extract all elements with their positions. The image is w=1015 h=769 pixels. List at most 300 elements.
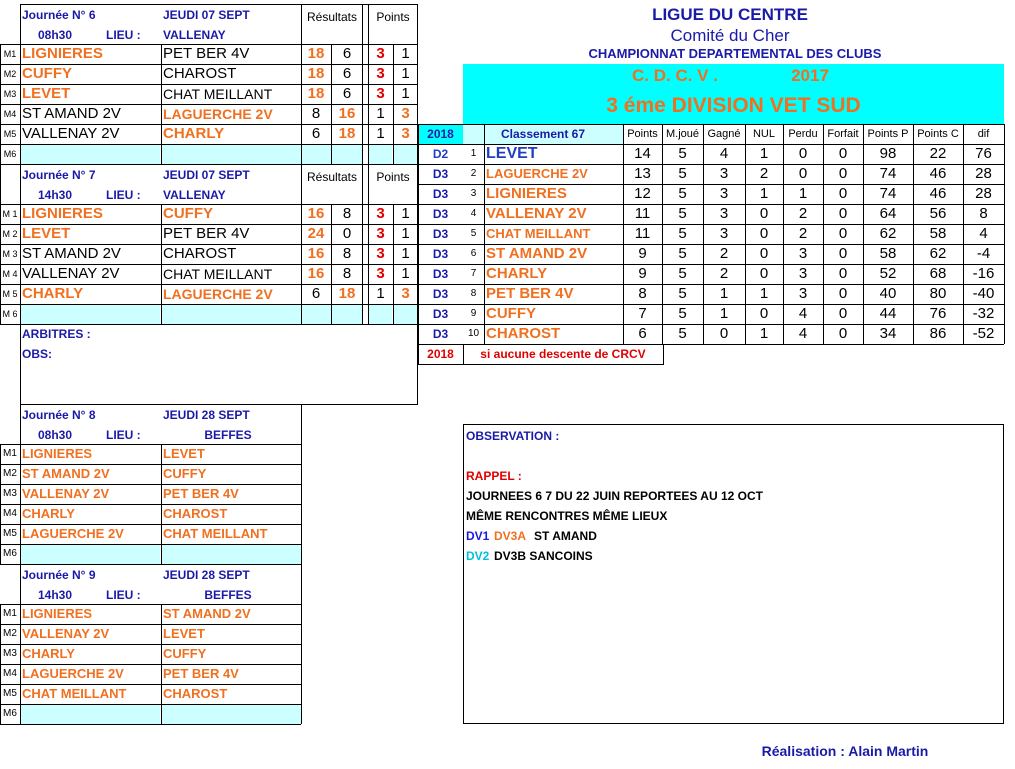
standing-value: 0 [759, 305, 769, 322]
home-team: LIGNIERES [22, 606, 93, 621]
grid-line [0, 544, 301, 545]
division-code: D3 [432, 287, 449, 301]
away-team: CHAT MEILLANT [163, 526, 268, 541]
grid-line [368, 4, 369, 164]
standing-value: 14 [634, 145, 651, 162]
away-points: 1 [401, 85, 410, 102]
match-number: M4 [3, 668, 17, 679]
standing-team: LIGNIERES [486, 185, 567, 202]
standing-value: 1 [759, 145, 769, 162]
home-points: 1 [376, 105, 385, 122]
standing-value: 0 [838, 145, 848, 162]
away-team: ST AMAND 2V [163, 606, 251, 621]
grid-line [823, 124, 824, 344]
standing-team: LEVET [486, 145, 538, 162]
standing-value: 3 [798, 245, 808, 262]
standing-value: 2 [798, 225, 808, 242]
year-label: 2017 [791, 66, 829, 85]
standing-value: 0 [838, 305, 848, 322]
match-number: M 3 [2, 249, 18, 259]
home-team: LIGNIERES [22, 205, 103, 222]
grid-line [393, 204, 394, 324]
home-team: LEVET [22, 225, 71, 242]
arbitres-label: ARBITRES : [22, 327, 91, 341]
standing-value: 22 [929, 145, 947, 162]
grid-line [463, 424, 1003, 425]
home-points: 3 [376, 225, 385, 242]
standing-value: 5 [678, 205, 687, 222]
rank: 4 [470, 208, 477, 219]
grid-line [703, 124, 704, 344]
standing-value: 7 [638, 305, 647, 322]
grid-line [161, 204, 162, 324]
rank: 10 [467, 328, 480, 339]
grid-line [301, 404, 302, 564]
standing-value: 4 [979, 225, 988, 242]
observation-line: JOURNEES 6 7 DU 22 JUIN REPORTEES AU 12 OCT [466, 489, 763, 503]
standing-value: 8 [638, 285, 647, 302]
division-code: D3 [432, 327, 449, 341]
grid-line [0, 444, 301, 445]
journee-title: Journée N° 8 [22, 408, 96, 422]
standing-value: 76 [975, 145, 992, 162]
standing-value: 28 [975, 165, 992, 182]
grid-line [0, 464, 301, 465]
grid-line [362, 4, 363, 164]
match-number: M2 [3, 468, 17, 479]
away-points: 1 [401, 65, 410, 82]
standing-value: 98 [879, 145, 897, 162]
standing-value: 0 [838, 185, 848, 202]
cdcv-label: C. D. C. V . [632, 66, 718, 85]
away-team: CHAT MEILLANT [163, 266, 273, 282]
classement-header: Points [627, 128, 658, 140]
match-number: M2 [3, 69, 17, 79]
match-number: M3 [3, 89, 17, 99]
grid-line [161, 444, 162, 564]
match-number: M3 [3, 648, 17, 659]
home-score: 6 [311, 125, 321, 142]
standing-value: 80 [929, 285, 947, 302]
grid-line [0, 724, 301, 725]
grid-line [0, 524, 301, 525]
grid-line [0, 224, 417, 225]
empty-away [161, 144, 301, 164]
standing-value: 5 [678, 145, 687, 162]
grid-line [0, 144, 417, 145]
grid-line [20, 44, 21, 164]
grid-line [0, 604, 1, 724]
match-number: M6 [3, 548, 17, 559]
grid-line [20, 4, 21, 44]
standing-value: 0 [838, 285, 848, 302]
away-team: CHAROST [163, 65, 237, 82]
grid-line [0, 44, 1, 325]
grid-line [20, 564, 301, 565]
classement-year: 2018 [418, 124, 463, 144]
standing-value: 3 [719, 205, 729, 222]
away-team: LAGUERCHE 2V [163, 106, 273, 122]
standing-team: CHARLY [486, 265, 548, 282]
standing-value: 74 [879, 165, 897, 182]
home-team: LIGNIERES [22, 45, 103, 62]
standing-value: 8 [979, 205, 988, 222]
match-number: M1 [3, 608, 17, 619]
points-header: Points [376, 170, 410, 184]
rank: 5 [470, 228, 477, 239]
grid-line [463, 344, 464, 364]
away-points: 1 [401, 225, 410, 242]
lieu-label: LIEU : [106, 188, 141, 202]
grid-line [0, 104, 417, 105]
grid-line [0, 124, 417, 125]
standing-value: 4 [798, 325, 808, 342]
match-number: M 5 [2, 289, 18, 299]
match-number: M2 [3, 628, 17, 639]
division-code: D3 [432, 167, 449, 181]
grid-line [331, 44, 332, 164]
standing-value: 0 [759, 245, 769, 262]
journee-title: Journée N° 6 [22, 8, 96, 22]
standing-value: 1 [759, 285, 769, 302]
standing-value: 68 [929, 265, 947, 282]
comite-title: Comité du Cher [670, 26, 790, 45]
standing-value: 0 [759, 265, 769, 282]
standing-value: 9 [638, 265, 647, 282]
home-score: 16 [307, 205, 325, 222]
grid-line [301, 164, 302, 324]
standing-value: 1 [719, 305, 729, 322]
standing-value: 13 [634, 165, 651, 182]
classement-header: dif [977, 128, 990, 140]
grid-line [0, 44, 417, 45]
grid-line [418, 364, 664, 365]
match-number: M 4 [2, 269, 18, 279]
empty-away [161, 544, 301, 564]
standing-value: -40 [972, 285, 995, 302]
grid-line [783, 124, 784, 344]
standing-value: 46 [929, 185, 947, 202]
standing-value: 52 [879, 265, 897, 282]
standing-value: 0 [798, 145, 808, 162]
lieu-label: LIEU : [106, 28, 141, 42]
grid-line [418, 124, 1004, 125]
journee-time: 08h30 [38, 28, 73, 42]
grid-line [0, 204, 417, 205]
away-score: 6 [342, 65, 352, 82]
division-code: D3 [432, 227, 449, 241]
home-team: LAGUERCHE 2V [22, 526, 124, 541]
away-team: LEVET [163, 446, 205, 461]
rank: 8 [470, 288, 477, 299]
standing-value: -32 [972, 305, 995, 322]
home-score: 24 [307, 225, 325, 242]
standing-value: 0 [838, 205, 848, 222]
grid-line [0, 604, 301, 605]
standing-value: 0 [719, 325, 729, 342]
home-score: 18 [307, 85, 325, 102]
standing-value: 76 [929, 305, 947, 322]
away-team: CHARLY [163, 125, 225, 142]
standing-value: 3 [719, 225, 729, 242]
away-points: 1 [401, 265, 410, 282]
standing-value: 0 [838, 325, 848, 342]
away-team: PET BER 4V [163, 225, 250, 242]
rank: 1 [470, 148, 477, 159]
away-team: CHAROST [163, 506, 228, 521]
standing-value: 2 [759, 165, 769, 182]
division-code: D3 [432, 187, 449, 201]
home-team: LAGUERCHE 2V [22, 666, 124, 681]
standing-value: 5 [678, 165, 687, 182]
home-score: 18 [307, 45, 325, 62]
away-score: 8 [342, 265, 352, 282]
journee-lieu: VALLENAY [163, 188, 226, 202]
standing-value: 3 [798, 285, 808, 302]
match-number: M3 [3, 488, 17, 499]
away-points: 3 [401, 105, 410, 122]
match-number: M6 [3, 149, 17, 159]
standing-value: 62 [879, 225, 897, 242]
standing-value: 86 [929, 325, 947, 342]
classement-header: Perdu [788, 128, 818, 140]
match-number: M4 [3, 508, 17, 519]
dv3b-label: DV3B SANCOINS [494, 549, 593, 563]
grid-line [20, 204, 21, 324]
grid-line [662, 124, 663, 344]
division-title: 3 éme DIVISION VET SUD [606, 94, 861, 117]
home-points: 3 [376, 65, 385, 82]
journee-time: 08h30 [38, 428, 73, 442]
home-team: ST AMAND 2V [22, 245, 121, 262]
grid-line [0, 444, 1, 564]
standing-value: 0 [838, 265, 848, 282]
grid-line [20, 404, 21, 564]
match-number: M5 [3, 129, 17, 139]
empty-points [394, 144, 417, 164]
dv3a-label: DV3A [494, 529, 527, 543]
grid-line [0, 484, 301, 485]
grid-line [418, 124, 419, 364]
home-team: LIGNIERES [22, 446, 93, 461]
empty-score [332, 304, 362, 324]
empty-score [301, 144, 331, 164]
away-team: CHAROST [163, 686, 228, 701]
grid-line [393, 44, 394, 164]
standing-value: 0 [798, 165, 808, 182]
division-code: D3 [432, 267, 449, 281]
standing-value: 58 [879, 245, 897, 262]
standing-value: 11 [634, 205, 651, 222]
standing-value: 74 [879, 185, 897, 202]
standing-team: VALLENAY 2V [486, 205, 587, 222]
st-amand-label: ST AMAND [534, 529, 597, 543]
observation-label: OBSERVATION : [466, 429, 560, 443]
standing-value: 2 [719, 265, 729, 282]
division-code: D3 [432, 247, 449, 261]
away-team: PET BER 4V [163, 666, 239, 681]
classement-title: Classement 67 [463, 124, 623, 144]
classement-header: NUL [752, 128, 775, 140]
classement-header: M.joué [665, 128, 700, 140]
standing-value: -16 [972, 265, 995, 282]
ligue-title: LIGUE DU CENTRE [652, 5, 808, 24]
away-score: 8 [342, 205, 352, 222]
grid-line [20, 164, 21, 204]
home-team: CUFFY [22, 65, 72, 82]
home-team: CHARLY [22, 285, 84, 302]
standing-team: CUFFY [486, 305, 536, 322]
match-number: M5 [3, 528, 17, 539]
home-team: VALLENAY 2V [22, 125, 120, 142]
away-team: CHAT MEILLANT [163, 86, 273, 102]
home-score: 8 [311, 105, 321, 122]
away-points: 1 [401, 205, 410, 222]
away-points: 1 [401, 45, 410, 62]
footer-note: si aucune descente de CRCV [480, 347, 646, 361]
away-team: CUFFY [163, 466, 207, 481]
grid-line [20, 324, 417, 325]
standing-value: 12 [634, 185, 651, 202]
grid-line [463, 424, 464, 723]
away-team: LEVET [163, 626, 205, 641]
dv2-label: DV2 [466, 549, 490, 563]
standing-value: 2 [798, 205, 808, 222]
standing-value: 34 [879, 325, 897, 342]
match-number: M6 [3, 708, 17, 719]
journee-lieu: VALLENAY [163, 28, 226, 42]
standing-value: 9 [638, 245, 647, 262]
dv1-label: DV1 [466, 529, 490, 543]
home-points: 3 [376, 45, 385, 62]
grid-line [963, 124, 964, 344]
home-team: ST AMAND 2V [22, 105, 121, 122]
division-code: D3 [432, 207, 449, 221]
division-code: D2 [432, 147, 449, 161]
home-points: 1 [376, 285, 385, 302]
match-number: M1 [3, 49, 17, 59]
grid-line [0, 304, 417, 305]
home-score: 18 [307, 65, 325, 82]
empty-score [301, 304, 331, 324]
away-team: PET BER 4V [163, 486, 239, 501]
journee-date: JEUDI 07 SEPT [163, 8, 250, 22]
away-score: 8 [342, 245, 352, 262]
match-number: M1 [3, 448, 17, 459]
journee-date: JEUDI 28 SEPT [163, 408, 250, 422]
grid-line [20, 4, 417, 5]
empty-points [369, 304, 392, 324]
away-team: PET BER 4V [163, 45, 250, 62]
rappel-label: RAPPEL : [466, 469, 522, 483]
standing-value: 3 [719, 185, 729, 202]
home-team: CHARLY [22, 506, 75, 521]
home-points: 3 [376, 265, 385, 282]
home-team: CHARLY [22, 646, 75, 661]
standing-value: 44 [879, 305, 897, 322]
standing-value: 3 [719, 165, 729, 182]
grid-line [301, 564, 302, 724]
standing-value: 5 [678, 245, 687, 262]
classement-header: Points P [867, 128, 909, 140]
standing-value: 5 [678, 325, 687, 342]
rank: 7 [470, 268, 477, 279]
home-score: 6 [311, 285, 321, 302]
standing-value: 56 [929, 205, 947, 222]
standing-value: 3 [798, 265, 808, 282]
home-team: LEVET [22, 85, 71, 102]
home-points: 3 [376, 85, 385, 102]
grid-line [161, 604, 162, 724]
grid-line [20, 164, 417, 165]
grid-line [0, 264, 417, 265]
standing-value: 62 [929, 245, 947, 262]
standing-value: 0 [759, 205, 769, 222]
away-team: CUFFY [163, 205, 213, 222]
journee-time: 14h30 [38, 588, 73, 602]
journee-title: Journée N° 9 [22, 568, 96, 582]
match-number: M 1 [2, 209, 18, 219]
home-team: VALLENAY 2V [22, 486, 110, 501]
grid-line [913, 124, 914, 344]
home-points: 3 [376, 205, 385, 222]
rank: 6 [470, 248, 477, 259]
standing-value: 5 [678, 185, 687, 202]
rank: 3 [470, 188, 477, 199]
lieu-label: LIEU : [106, 588, 141, 602]
home-team: VALLENAY 2V [22, 626, 110, 641]
grid-line [0, 684, 301, 685]
standing-value: 1 [759, 325, 769, 342]
grid-line [20, 404, 301, 405]
classement-header: Points C [917, 128, 959, 140]
standing-value: 64 [879, 205, 897, 222]
home-score: 16 [307, 245, 325, 262]
grid-line [0, 644, 301, 645]
standing-value: 5 [678, 285, 687, 302]
grid-line [0, 664, 301, 665]
away-score: 0 [342, 225, 352, 242]
standing-team: ST AMAND 2V [486, 245, 588, 262]
grid-line [0, 284, 417, 285]
grid-line [161, 44, 162, 164]
empty-home [20, 144, 160, 164]
footer-year: 2018 [427, 347, 454, 361]
standing-team: CHAROST [486, 325, 561, 342]
championnat-title: CHAMPIONNAT DEPARTEMENTAL DES CLUBS [588, 46, 882, 61]
standing-value: 5 [678, 305, 687, 322]
empty-points [369, 144, 392, 164]
journee-lieu: BEFFES [204, 588, 252, 602]
points-header: Points [376, 10, 410, 24]
standing-value: 0 [838, 165, 848, 182]
grid-line [0, 64, 417, 65]
standing-value: 0 [759, 225, 769, 242]
empty-away [161, 304, 301, 324]
grid-line [368, 164, 369, 324]
grid-line [301, 4, 302, 164]
grid-line [623, 124, 624, 344]
away-score: 18 [338, 285, 356, 302]
empty-home [20, 304, 160, 324]
home-points: 1 [376, 125, 385, 142]
empty-points [394, 304, 417, 324]
standing-value: 1 [719, 285, 729, 302]
home-team: ST AMAND 2V [22, 466, 110, 481]
standing-value: 4 [798, 305, 808, 322]
grid-line [331, 204, 332, 324]
division-code: D3 [432, 307, 449, 321]
